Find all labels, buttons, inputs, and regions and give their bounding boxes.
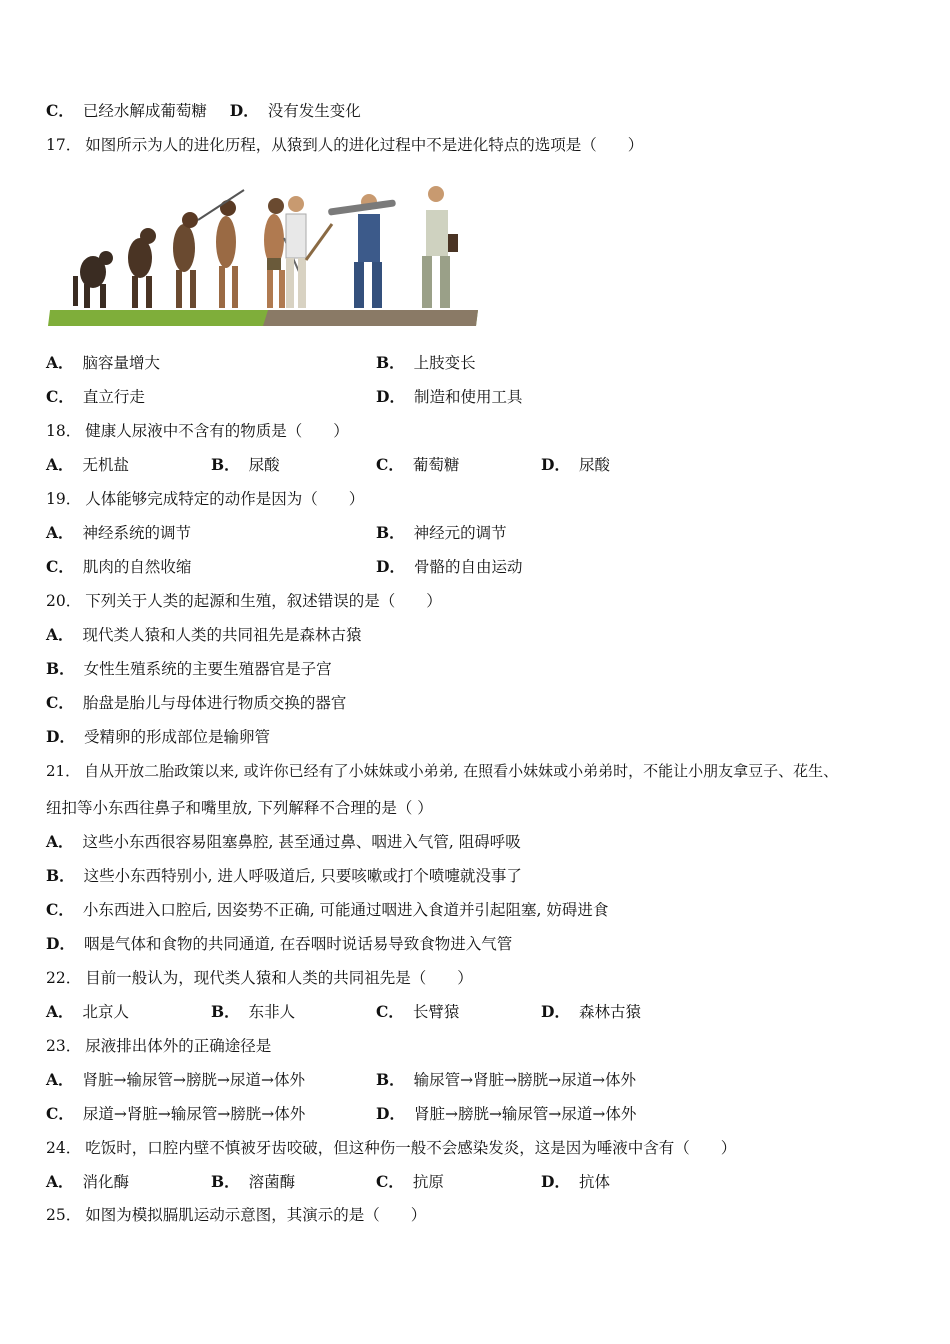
q19-option-b[interactable]	[376, 522, 507, 544]
q22-stem-text: 目前一般认为，现代类人猿和人类的共同祖先是（ ）	[85, 969, 473, 987]
q20-option-d-text: 受精卵的形成部位是输卵管	[83, 728, 270, 746]
q20-option-a-text: 现代类人猿和人类的共同祖先是森林古猿	[82, 626, 362, 644]
q21-number: 21．	[46, 762, 81, 780]
q23-option-c[interactable]	[46, 1103, 305, 1125]
q21-stem-text-2: 纽扣等小东西往鼻子和嘴里放, 下列解释不合理的是（ ）	[46, 799, 433, 817]
q24-option-b-label: B．	[211, 1172, 240, 1191]
homo-erectus-figure	[198, 190, 244, 308]
q24-option-d-text: 抗体	[578, 1173, 610, 1191]
human-evolution-illustration	[48, 180, 480, 328]
ape-figure	[73, 251, 113, 308]
q20-option-b-text: 女性生殖系统的主要生殖器官是子宫	[83, 660, 332, 678]
q18-option-c[interactable]	[376, 454, 459, 476]
q18-option-d-text: 尿酸	[578, 456, 610, 474]
q22-option-d[interactable]	[541, 1001, 641, 1023]
q21-option-a-text: 这些小东西很容易阻塞鼻腔, 甚至通过鼻、咽进入气管, 阻碍呼吸	[82, 833, 521, 851]
q18-option-a-label: A．	[46, 455, 74, 474]
q22-option-d-text: 森林古猿	[578, 1003, 641, 1021]
early-human-figure	[286, 196, 332, 308]
q20-option-c-label: C．	[46, 693, 74, 712]
q20-option-c-text: 胎盘是胎儿与母体进行物质交换的器官	[82, 694, 347, 712]
q24-option-a[interactable]	[46, 1171, 129, 1193]
q25-number: 25．	[46, 1206, 82, 1224]
q24-option-d[interactable]	[541, 1171, 610, 1193]
q21-stem-text-1: 自从开放二胎政策以来, 或许你已经有了小妹妹或小弟弟, 在照看小妹妹或小弟弟时，不能让小朋友拿豆子、花生、	[84, 762, 839, 780]
q16-option-c-label: C．	[46, 101, 74, 120]
q19-option-c-label: C．	[46, 557, 74, 576]
q16-option-d-label: D．	[229, 101, 259, 120]
q24-option-a-label: A．	[46, 1172, 74, 1191]
q21-option-b-label: B．	[46, 866, 75, 885]
q17-option-a-label: A．	[46, 353, 74, 372]
q22-option-a-label: A．	[46, 1002, 74, 1021]
q24-option-b[interactable]	[211, 1171, 295, 1193]
q17-option-b-label: B．	[376, 353, 405, 372]
q19-option-c-text: 肌肉的自然收缩	[82, 558, 192, 576]
q19-option-b-label: B．	[376, 523, 405, 542]
q23-option-b-label: B．	[376, 1070, 405, 1089]
q18-option-b[interactable]	[211, 454, 280, 476]
q23-stem	[46, 1035, 271, 1057]
q17-option-c-label: C．	[46, 387, 74, 406]
q21-option-b[interactable]	[46, 865, 522, 887]
q23-option-a-text: 肾脏→输尿管→膀胱→尿道→体外	[82, 1071, 305, 1089]
q17-option-c-text: 直立行走	[82, 388, 145, 406]
q21-option-b-text: 这些小东西特别小, 进人呼吸道后, 只要咳嗽或打个喷嚏就没事了	[83, 867, 522, 885]
q21-option-c-label: C．	[46, 900, 74, 919]
q22-option-a-text: 北京人	[82, 1003, 130, 1021]
q17-stem	[46, 134, 643, 156]
q23-number: 23．	[46, 1037, 82, 1055]
q24-number: 24．	[46, 1139, 82, 1157]
q21-option-c[interactable]	[46, 899, 608, 921]
q17-option-d-label: D．	[376, 387, 405, 406]
q20-option-a[interactable]	[46, 624, 362, 646]
q18-option-a-text: 无机盐	[82, 456, 130, 474]
q23-stem-text: 尿液排出体外的正确途径是	[85, 1037, 272, 1055]
q23-option-a[interactable]	[46, 1069, 305, 1091]
q20-stem	[46, 590, 442, 612]
q17-option-b-text: 上肢变长	[413, 354, 476, 372]
q22-option-c-text: 长臂猿	[412, 1003, 460, 1021]
q19-option-a[interactable]	[46, 522, 191, 544]
q23-option-b[interactable]	[376, 1069, 636, 1091]
ground-strip	[263, 310, 478, 326]
q18-stem	[46, 420, 349, 442]
q17-option-a-text: 脑容量增大	[82, 354, 161, 372]
q20-option-d[interactable]	[46, 726, 270, 748]
q18-stem-text: 健康人尿液中不含有的物质是（ ）	[85, 422, 349, 440]
q19-option-a-label: A．	[46, 523, 74, 542]
q21-option-d[interactable]	[46, 933, 512, 955]
q22-option-c-label: C．	[376, 1002, 404, 1021]
q24-option-c-text: 抗原	[412, 1173, 444, 1191]
q16-option-d-text: 没有发生变化	[267, 102, 361, 120]
q24-stem-text: 吃饭时，口腔内壁不慎被牙齿咬破，但这种伤一般不会感染发炎，这是因为唾液中含有（ ）	[85, 1139, 737, 1157]
q23-option-d-text: 肾脏→膀胱→输尿管→尿道→体外	[413, 1105, 637, 1123]
q18-number: 18．	[46, 422, 82, 440]
q22-option-a[interactable]	[46, 1001, 129, 1023]
q23-option-d-label: D．	[376, 1104, 405, 1123]
q19-stem-text: 人体能够完成特定的动作是因为（ ）	[85, 490, 365, 508]
q21-option-d-label: D．	[46, 934, 75, 953]
q22-number: 22．	[46, 969, 82, 987]
q21-option-c-text: 小东西进入口腔后, 因姿势不正确, 可能通过咽进入食道并引起阻塞, 妨碍进食	[82, 901, 609, 919]
q22-option-b[interactable]	[211, 1001, 295, 1023]
q23-option-c-label: C．	[46, 1104, 74, 1123]
q18-option-c-text: 葡萄糖	[412, 456, 460, 474]
q17-option-d[interactable]	[376, 386, 522, 408]
worker-figure	[328, 194, 396, 308]
q20-option-d-label: D．	[46, 727, 75, 746]
q21-option-d-text: 咽是气体和食物的共同通道, 在吞咽时说话易导致食物进入气管	[83, 935, 513, 953]
q22-option-c[interactable]	[376, 1001, 459, 1023]
q22-stem	[46, 967, 473, 989]
q22-option-b-label: B．	[211, 1002, 240, 1021]
q16-option-c-text: 已经水解成葡萄糖	[82, 102, 207, 120]
q17-option-b[interactable]	[376, 352, 476, 374]
q20-option-b-label: B．	[46, 659, 75, 678]
q16-options-row	[46, 100, 361, 122]
q22-option-d-label: D．	[541, 1002, 570, 1021]
q20-option-a-label: A．	[46, 625, 74, 644]
q23-option-d[interactable]	[376, 1103, 636, 1125]
q21-option-a-label: A．	[46, 832, 74, 851]
q21-option-a[interactable]	[46, 831, 521, 853]
q24-stem	[46, 1137, 736, 1159]
q19-number: 19．	[46, 490, 82, 508]
q19-option-d-label: D．	[376, 557, 405, 576]
q24-option-c[interactable]	[376, 1171, 444, 1193]
q24-option-c-label: C．	[376, 1172, 404, 1191]
q17-option-d-text: 制造和使用工具	[413, 388, 523, 406]
q21-stem-line1	[46, 760, 838, 782]
q23-option-a-label: A．	[46, 1070, 74, 1089]
q18-option-d[interactable]	[541, 454, 610, 476]
modern-human-figure	[422, 186, 458, 308]
q25-stem-text: 如图为模拟膈肌运动示意图，其演示的是（ ）	[85, 1206, 427, 1224]
q20-option-c[interactable]	[46, 692, 346, 714]
q24-option-b-text: 溶菌酶	[248, 1173, 296, 1191]
q21-stem-line2	[46, 797, 433, 819]
early-hominid-figure	[128, 228, 156, 308]
q22-option-b-text: 东非人	[248, 1003, 296, 1021]
q19-stem	[46, 488, 364, 510]
q19-option-d-text: 骨骼的自由运动	[413, 558, 523, 576]
q19-option-a-text: 神经系统的调节	[82, 524, 192, 542]
q18-option-d-label: D．	[541, 455, 570, 474]
q24-option-a-text: 消化酶	[82, 1173, 130, 1191]
q20-stem-text: 下列关于人类的起源和生殖，叙述错误的是（ ）	[85, 592, 442, 610]
q20-number: 20．	[46, 592, 82, 610]
q18-option-c-label: C．	[376, 455, 404, 474]
q18-option-b-label: B．	[211, 455, 240, 474]
q17-stem-text: 如图所示为人的进化历程，从猿到人的进化过程中不是进化特点的选项是（ ）	[85, 136, 644, 154]
q18-option-a[interactable]	[46, 454, 129, 476]
q25-stem	[46, 1204, 426, 1226]
q17-option-a[interactable]	[46, 352, 160, 374]
q20-option-b[interactable]	[46, 658, 332, 680]
q17-option-c[interactable]	[46, 386, 145, 408]
q23-option-b-text: 输尿管→肾脏→膀胱→尿道→体外	[413, 1071, 637, 1089]
q19-option-b-text: 神经元的调节	[413, 524, 507, 542]
australopithecus-figure	[173, 212, 198, 308]
q17-number: 17．	[46, 136, 82, 154]
q23-option-c-text: 尿道→肾脏→输尿管→膀胱→体外	[82, 1105, 306, 1123]
q19-option-c[interactable]	[46, 556, 191, 578]
q18-option-b-text: 尿酸	[248, 456, 280, 474]
q24-option-d-label: D．	[541, 1172, 570, 1191]
q19-option-d[interactable]	[376, 556, 522, 578]
